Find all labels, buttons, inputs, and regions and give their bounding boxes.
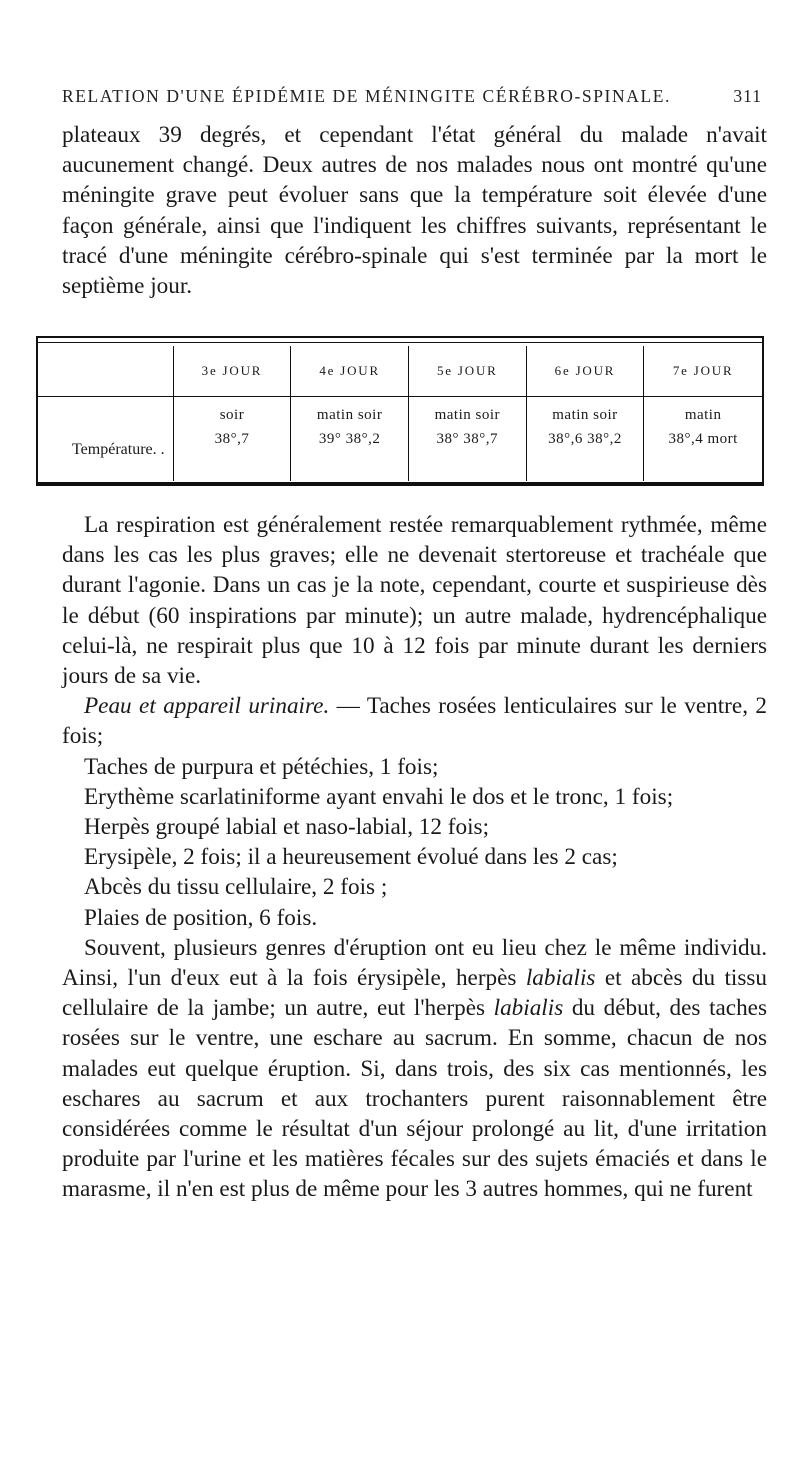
paragraph-3-italic1: labialis: [525, 965, 596, 992]
day-header-5: 5e JOUR: [409, 346, 527, 396]
paragraph-3-part3: du début, des taches rosées sur le ventre, une eschare au sacrum. En somme, chacun de nos malades eut quelque éruption. Si, dans trois, des six cas mentionnés, les eschares au sacrum et aux trochanters purent raisonnablement être considérées comme le résultat d'un séjour prolongé au lit, d'une irritation produite par l'urine et les matières fécales sur des sujets émaciés et dans le marasme, il n'en est plus de même pour les 3 autres hommes, qui ne furent: [62, 995, 767, 1203]
paragraph-1: plateaux 39 degrés, et cependant l'état général du malade n'avait aucunement changé. Deux autres de nos malades nous ont montré qu'une méningite grave peut évoluer sans que la température soit élevée d'une façon générale, ainsi que l'indiquent les chiffres suivants, représentant le tracé d'une méningite cérébro-spinale qui s'est terminée par la mort le septième jour.: [62, 122, 767, 300]
temperature-table: [36, 336, 764, 486]
section-heading-rest: — Taches rosées lenticulaires sur le ventre, 2 fois;: [62, 693, 767, 750]
day-cell-7: [644, 397, 762, 481]
values-6: 38°,6 38°,2: [548, 431, 622, 447]
day-cell-3: [174, 397, 292, 481]
values-5: 38° 38°,7: [436, 431, 499, 447]
day-header-6: 6e JOUR: [527, 346, 645, 396]
moments-4: matin soir: [316, 407, 383, 423]
list-item: Plaies de position, 6 fois.: [84, 904, 318, 931]
moments-7: matin: [684, 407, 722, 423]
text-block-bottom: [62, 510, 767, 1205]
list-item: Herpès groupé labial et naso-labial, 12 fois;: [84, 814, 490, 841]
table-body-row: [38, 397, 762, 481]
values-7: 38°,4 mort: [668, 431, 738, 447]
table-top-rule: [38, 342, 762, 343]
running-head: [62, 86, 762, 107]
paragraph-3: [62, 933, 767, 1205]
list-item: Erythème scarlatiniforme ayant envahi le dos et le tronc, 1 fois;: [84, 783, 674, 810]
values-3: 38°,7: [214, 431, 250, 447]
table-header-row: [38, 346, 762, 397]
moments-3: soir: [219, 407, 245, 423]
list-item: Erysipèle, 2 fois; il a heureusement évolué dans les 2 cas;: [84, 844, 618, 871]
paragraph-3-part1: Souvent, plusieurs genres d'éruption ont eu lieu chez le même individu. Ainsi, l'un d'eux eut à la fois érysipèle, herpès: [62, 934, 767, 992]
list-item: Taches de purpura et pétéchies, 1 fois;: [84, 753, 439, 780]
day-header-3: 3e JOUR: [174, 346, 292, 396]
day-header-7: 7e JOUR: [672, 363, 734, 378]
header-label-cell: [38, 346, 174, 396]
paragraph-2: La respiration est généralement restée remarquablement rythmée, même dans les cas les plus graves; elle ne devenait stertoreuse et trachéale que durant l'agonie. Dans un cas je la note, cependant, courte et suspirieuse dès le début (60 inspirations par minute); un autre malade, hydrencéphalique celui-là, ne respirait plus que 10 à 12 fois par minute durant les derniers jours de sa vie.: [62, 512, 767, 690]
paragraph-3-italic2: labialis: [493, 995, 564, 1022]
text-block-top: [62, 120, 767, 301]
section-heading: Peau et appareil urinaire.: [84, 693, 330, 720]
day-header-4: 4e JOUR: [291, 346, 409, 396]
moments-5: matin soir: [434, 407, 501, 423]
moments-6: matin soir: [552, 407, 618, 423]
row-label: Température. .: [72, 441, 165, 458]
running-title: RELATION D'UNE ÉPIDÉMIE DE MÉNINGITE CÉRÉBRO-SPINALE.: [62, 86, 672, 106]
day-cell-4: [291, 397, 409, 481]
day-cell-5: [409, 397, 527, 481]
values-4: 39° 38°,2: [318, 431, 381, 447]
section-paragraph: [62, 691, 767, 751]
paragraph-3-part2: et abcès du tissu cellulaire de la jambe; un autre, eut l'herpès: [62, 965, 767, 1022]
page-number: 311: [733, 86, 762, 106]
row-label-cell: [38, 397, 174, 481]
list-item: Abcès du tissu cellulaire, 2 fois ;: [84, 874, 388, 901]
day-cell-6: [527, 397, 645, 481]
